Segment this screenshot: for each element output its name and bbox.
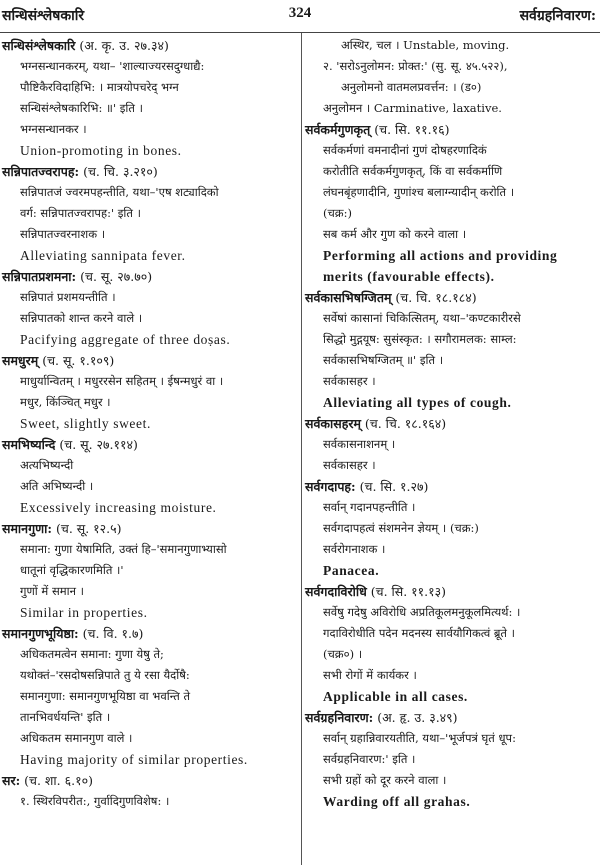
english-meaning: Performing all actions and providing [323,248,558,263]
sanskrit-gloss: समाना: गुणा येषामिति, उक्तं हि–'समानगुणाभ्यासो [20,542,227,556]
gloss-line: अस्थिर, चल । Unstable, moving. [341,38,510,52]
english-meaning: Similar in properties. [20,605,148,620]
sanskrit-gloss: अत्यभिष्यन्दी [20,458,74,472]
sanskrit-gloss-continued: सर्वकासभिषग्जितम् ॥' इति । [323,353,444,367]
english-meaning: merits (favourable effects). [323,269,495,284]
sanskrit-gloss-continued: सर्वग्रहनिवारण:' इति । [323,752,416,766]
sanskrit-gloss: अधिकतमत्वेन समाना: गुणा येषु ते; [20,647,164,661]
entry-heading [2,770,297,791]
headword: समानगुणभूयिष्ठा: [2,626,79,641]
entry-heading [2,623,297,644]
left-guide-word: सन्धिसंश्लेषकारि [2,8,85,24]
sanskrit-gloss: १. स्थिरविपरीत:, गुर्वादिगुणविशेष: । [20,794,170,808]
hindi-meaning: सर्वकासहर । [323,458,376,472]
entry-heading [2,434,297,455]
headword: सर: [2,773,21,788]
hindi-meaning: सर्वरोगनाशक । [323,542,386,556]
source-reference: (च. सू. १.१०९) [42,353,115,368]
hindi-meaning: मधुर, किंञ्चित् मधुर । [20,395,111,409]
headword: समभिष्यन्दि [2,437,56,452]
hindi-meaning: सभी रोगों में कार्यकर । [323,668,417,682]
hindi-meaning: सन्निपातको शान्त करने वाले । [20,311,143,325]
sanskrit-gloss: सर्वकासनाशनम् । [323,437,396,451]
source-reference: (च. सू. २७.११४) [59,437,138,452]
sanskrit-gloss: सर्वगदापहत्वं संशमनेन ज्ञेयम् । (चक्र:) [323,521,479,535]
sanskrit-gloss-continued: यथोक्तं–'रसदोषसन्निपाते तु ये रसा यैर्दोषै: [20,668,190,682]
english-meaning: Alleviating sannipata fever. [20,248,186,263]
english-meaning: Panacea. [323,563,380,578]
dictionary-entry [2,434,297,518]
english-meaning: Pacifying aggregate of three doṣas. [20,332,231,347]
sanskrit-gloss: भग्नसन्धानकरम्, यथा– 'शाल्याज्यरसदुग्धाद्यै: [20,59,205,73]
headword: समानगुणा: [2,521,53,536]
sanskrit-gloss-continued: सिद्धो मुद्गयूष: सुसंस्कृत: । सगौरामलक: साम्ल: [323,332,517,346]
entry-heading [2,350,297,371]
entry-heading [305,413,598,434]
column-divider [301,33,302,865]
hindi-meaning: अति अभिष्यन्दी । [20,479,94,493]
source-reference: (च. सि. ११.१६) [374,122,450,137]
hindi-meaning: सन्निपातज्वरनाशक । [20,227,106,241]
entry-heading [2,266,297,287]
page-number: 324 [288,5,312,21]
source-reference: (च. सि. ११.१३) [370,584,447,599]
sanskrit-gloss: २. 'सरोऽनुलोमन: प्रोक्त:' (सु. सू. ४५.५२२), [323,59,508,73]
sanskrit-gloss-continued: वर्ग: सन्निपातज्वरापह:' इति । [20,206,141,220]
dictionary-entry [305,707,598,812]
sanskrit-gloss: सर्वान् गदानपहन्तीति । [323,500,416,514]
dictionary-entry [2,770,297,812]
sanskrit-gloss: सन्निपातजं ज्वरमपहन्तीति, यथा–'एष शट्यादिको [20,185,219,199]
english-meaning: Warding off all grahas. [323,794,471,809]
sanskrit-gloss-continued: लंघनबृंहणादीनि, गुणांश्च बलाग्न्यादीन् करोति । [323,185,515,199]
english-meaning: Union-promoting in bones. [20,143,182,158]
sanskrit-gloss: सर्वकर्मणां वमनादीनां गुणं दोषहरणादिकं [323,143,487,157]
dictionary-entry [305,287,598,413]
headword: सर्वगदापह: [305,479,356,494]
sanskrit-gloss-continued: (चक्र०) । [323,647,363,661]
hindi-meaning: अनुलोमन । Carminative, laxative. [323,101,502,115]
sanskrit-gloss-continued: करोतीति सर्वकर्मगुणकृत्, किं वा सर्वकर्माणि [323,164,503,178]
dictionary-entry [2,161,297,266]
entry-heading [2,161,297,182]
source-reference: (च. चि. ३.२१०) [83,164,158,179]
sanskrit-gloss: सर्वान् ग्रहान्निवारयतीति, यथा–'भूर्जपत्रं घृतं धूप: [323,731,516,745]
running-header [0,0,600,32]
source-reference: (च. शा. ६.१०) [24,773,93,788]
dictionary-entry [2,518,297,623]
sanskrit-gloss: सर्वेषु गदेषु अविरोधि अप्रतिकूलमनुकूलमित्यर्थ: । [323,605,521,619]
sanskrit-gloss: सन्निपातं प्रशमयन्तीति । [20,290,116,304]
headword: सन्धिसंश्लेषकारि [2,38,76,53]
gloss-line: अनुलोमनो वातमलप्रवर्त्तन: । (ड०) [341,80,482,94]
sanskrit-gloss-continued: पौष्टिकैरविदाहिभि: । मात्रयोपचरेद् भग्न [20,80,179,94]
entry-heading [305,476,598,497]
headword: सर्वकासभिषग्जितम् [305,290,392,305]
dictionary-entry [2,266,297,350]
headword: सर्वगदाविरोधि [305,584,367,599]
entry-heading [305,119,598,140]
headword: सन्निपातज्वरापह: [2,164,80,179]
source-reference: (च. सू. २७.७०) [80,269,153,284]
sanskrit-gloss-continued: धातूनां वृद्धिकारणमिति ।' [20,563,124,577]
headword: सर्वकर्मगुणकृत् [305,122,371,137]
headword: सन्निपातप्रशमना: [2,269,77,284]
source-reference: (च. वि. १.७) [82,626,144,641]
dictionary-entry [2,35,297,161]
entry-heading [2,35,297,56]
dictionary-entry [305,35,598,119]
sanskrit-gloss: सर्वेषां कासानां चिकित्सितम्, यथा–'कण्टकारीरसे [323,311,521,325]
hindi-meaning: सब कर्म और गुण को करने वाला । [323,227,467,241]
source-reference: (च. सि. १.२७) [359,479,429,494]
entry-heading [305,707,598,728]
sanskrit-gloss-continued: सन्धिसंश्लेषकारिभि: ॥' इति । [20,101,143,115]
dictionary-entry [2,350,297,434]
dictionary-entry [305,119,598,287]
source-reference: (च. सू. १२.५) [56,521,122,536]
headword: सर्वकासहरम् [305,416,361,431]
dictionary-entry [305,476,598,581]
hindi-meaning: सभी ग्रहों को दूर करने वाला । [323,773,447,787]
headword: सर्वग्रहनिवारण: [305,710,374,725]
source-reference: (च. चि. १८.१६४) [364,416,447,431]
hindi-meaning: अधिकतम समानगुण वाले । [20,731,133,745]
english-meaning: Sweet, slightly sweet. [20,416,151,431]
hindi-meaning: सर्वकासहर । [323,374,376,388]
hindi-meaning: गुणों में समान । [20,584,84,598]
sanskrit-gloss: माधुर्यान्वितम् । मधुररसेन सहितम् । ईषन्मधुरं वा । [20,374,224,388]
sanskrit-gloss-continued: समानगुणा: समानगुणभूयिष्ठा वा भवन्ति ते [20,689,191,703]
hindi-meaning: भग्नसन्धानकर । [20,122,87,136]
sanskrit-gloss-continued: गदाविरोधीति पदेन मदनस्य सार्वयौगिकत्वं ब्रूते । [323,626,516,640]
entry-heading [2,518,297,539]
right-column [305,35,598,812]
right-guide-word: सर्वग्रहनिवारण: [519,8,596,24]
english-meaning: Alleviating all types of cough. [323,395,512,410]
english-meaning: Excessively increasing moisture. [20,500,217,515]
sanskrit-gloss-continued: तानभिवर्धयन्ति' इति । [20,710,111,724]
dictionary-entry [305,581,598,707]
source-reference: (च. चि. १८.१८४) [395,290,477,305]
headword: समधुरम् [2,353,39,368]
sanskrit-gloss-continued: (चक्र:) [323,206,352,220]
source-reference: (अ. हृ. उ. ३.४९) [377,710,458,725]
dictionary-entry [305,413,598,476]
header-rule [0,32,600,33]
english-meaning: Applicable in all cases. [323,689,468,704]
source-reference: (अ. कृ. उ. २७.३४) [79,38,169,53]
left-column [2,35,297,812]
entry-heading [305,581,598,602]
entry-heading [305,287,598,308]
english-meaning: Having majority of similar properties. [20,752,248,767]
dictionary-entry [2,623,297,770]
